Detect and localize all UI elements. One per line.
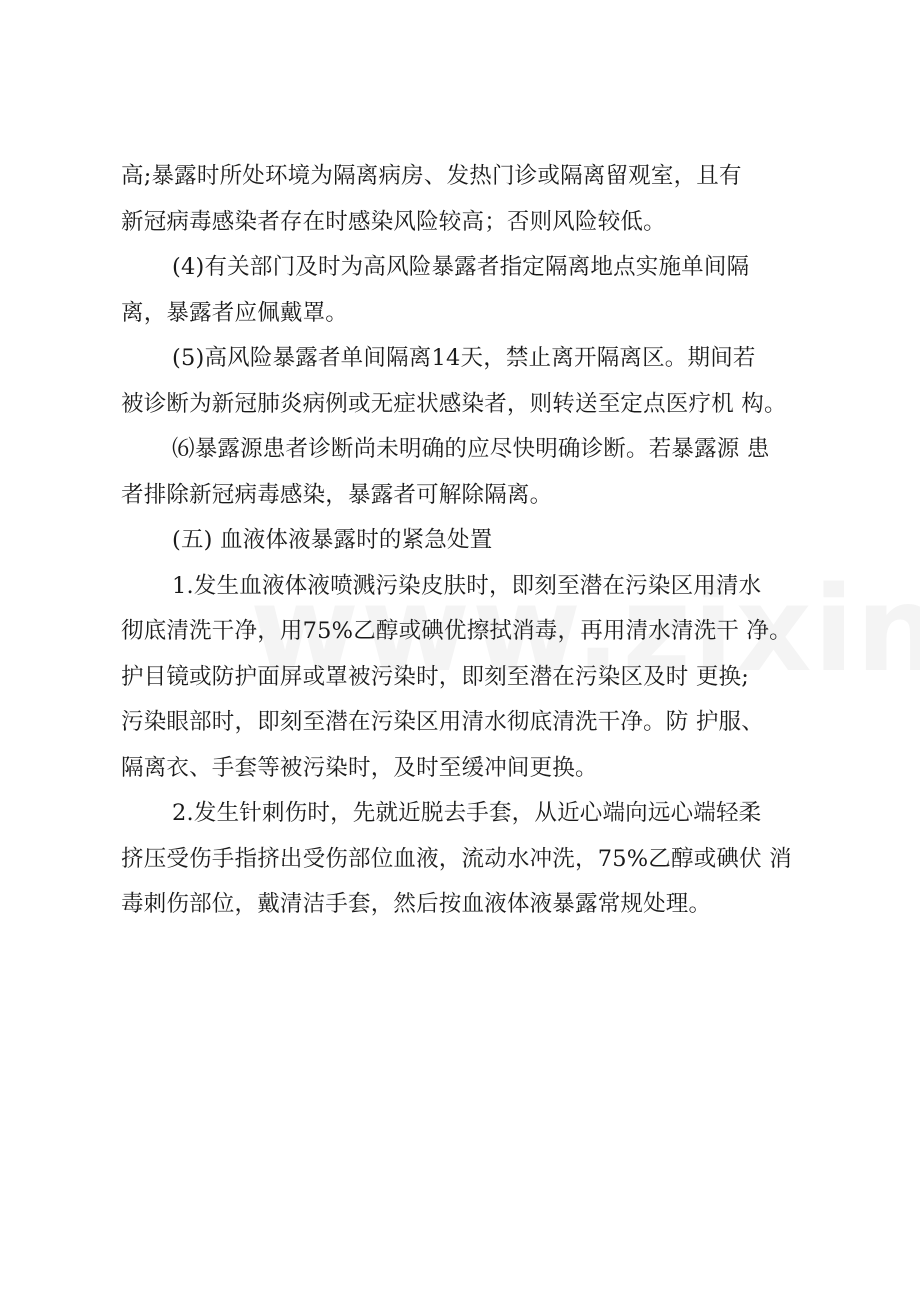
text-line: 被诊断为新冠肺炎病例或无症状感染者，则转送至定点医疗机 构。 — [121, 390, 787, 417]
text-line: 离，暴露者应佩戴罩。 — [121, 299, 349, 326]
text-line: 护目镜或防护面屏或罩被污染时，即刻至潜在污染区及时 更换; — [121, 663, 750, 690]
text-line: 1.发生血液体液喷溅污染皮肤时，即刻至潜在污染区用清水 — [172, 572, 762, 599]
text-line: 隔离衣、手套等被污染时，及时至缓冲间更换。 — [121, 754, 598, 781]
text-line: ⑹暴露源患者诊断尚未明确的应尽快明确诊断。若暴露源 患 — [172, 436, 770, 462]
document-body — [121, 154, 811, 928]
text-line: 彻底清洗干净，用75%乙醇或碘优擦拭消毒，再用清水清洗干 净。 — [121, 618, 792, 644]
text-line: 污染眼部时，即刻至潜在污染区用清水彻底清洗干净。防 护服、 — [121, 709, 764, 735]
section-heading: (五) 血液体液暴露时的紧急处置 — [172, 527, 493, 553]
text-line: 者排除新冠病毒感染，暴露者可解除隔离。 — [121, 481, 553, 508]
text-line: 新冠病毒感染者存在时感染风险较高；否则风险较低。 — [121, 208, 666, 235]
text-line: 挤压受伤手指挤出受伤部位血液，流动水冲洗，75%乙醇或碘伏 消 — [121, 845, 792, 872]
text-line: 高;暴露时所处环境为隔离病房、发热门诊或隔离留观室，且有 — [121, 163, 742, 189]
text-line: (5)高风险暴露者单间隔离14天，禁止离开隔离区。期间若 — [172, 345, 756, 371]
text-line: 毒刺伤部位，戴清洁手套，然后按血液体液暴露常规处理。 — [121, 891, 712, 917]
text-line: 2.发生针刺伤时，先就近脱去手套，从近心端向远心端轻柔 — [172, 800, 762, 826]
text-line: (4)有关部门及时为高风险暴露者指定隔离地点实施单间隔 — [172, 254, 750, 280]
